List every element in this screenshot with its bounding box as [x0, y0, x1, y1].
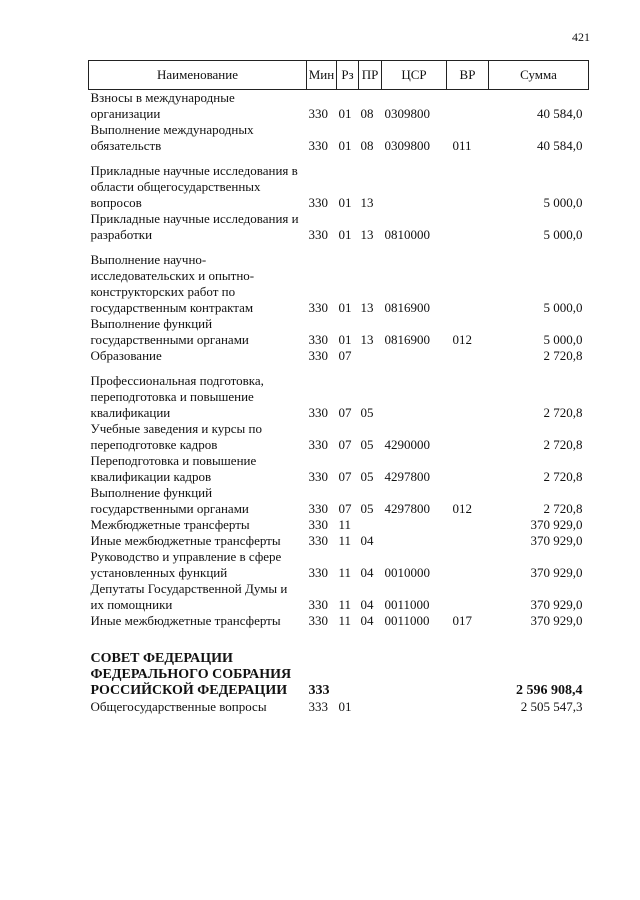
row-sum: 2 720,8 — [543, 501, 583, 516]
row-vr — [447, 699, 489, 715]
row-name: Иные межбюджетные трансферты — [90, 533, 281, 548]
table-row — [89, 533, 589, 549]
row-sum: 5 000,0 — [543, 300, 583, 315]
table-row — [89, 211, 589, 243]
row-sum: 2 720,8 — [543, 469, 583, 484]
row-rz: 07 — [338, 437, 352, 452]
row-csr: 4290000 — [384, 437, 430, 452]
column-header-min: Мин — [307, 61, 337, 90]
row-sum: 5 000,0 — [543, 227, 583, 242]
column-header-rz: Рз — [337, 61, 359, 90]
row-pr — [359, 348, 382, 364]
row-name: Взносы в международные организации — [90, 90, 235, 121]
row-vr: 017 — [452, 613, 472, 628]
row-name: Переподготовка и повышение квалификации кадров — [90, 453, 257, 484]
row-rz: 11 — [338, 565, 352, 580]
row-min: 330 — [308, 501, 328, 516]
row-min: 330 — [308, 469, 328, 484]
row-rz: 01 — [338, 138, 352, 153]
row-min: 330 — [308, 533, 328, 548]
column-header-name: Наименование — [89, 61, 307, 90]
row-sum: 370 929,0 — [530, 533, 583, 548]
row-vr: 012 — [452, 501, 472, 516]
page-number: 421 — [572, 30, 590, 44]
row-pr: 05 — [360, 437, 374, 452]
row-csr: 4297800 — [384, 501, 430, 516]
row-min: 330 — [308, 565, 328, 580]
table-header-row — [89, 61, 589, 90]
row-min: 330 — [308, 405, 328, 420]
table-row — [89, 453, 589, 485]
row-pr: 04 — [360, 533, 374, 548]
row-csr: 0011000 — [384, 597, 430, 612]
row-sum: 2 720,8 — [543, 405, 583, 420]
row-vr — [447, 517, 489, 533]
row-csr: 0816900 — [384, 332, 430, 347]
row-vr — [447, 211, 489, 243]
row-name: Выполнение научно-исследовательских и опытно-конструкторских работ по государственным контрактам — [90, 252, 255, 315]
row-name: Руководство и управление в сфере установленных функций — [90, 549, 282, 580]
row-csr — [382, 699, 447, 715]
column-header-sum: Сумма — [489, 61, 589, 90]
row-sum: 370 929,0 — [530, 597, 583, 612]
row-vr — [447, 533, 489, 549]
row-name: Межбюджетные трансферты — [90, 517, 250, 532]
table-row — [89, 421, 589, 453]
row-csr: 4297800 — [384, 469, 430, 484]
row-min: 330 — [308, 437, 328, 452]
row-sum: 5 000,0 — [543, 332, 583, 347]
row-name: Образование — [90, 348, 162, 363]
row-pr: 08 — [360, 138, 374, 153]
table-row — [89, 364, 589, 421]
row-min: 330 — [308, 138, 328, 153]
row-rz: 11 — [338, 613, 352, 628]
row-csr — [382, 154, 447, 211]
row-vr — [447, 90, 489, 123]
row-name: Прикладные научные исследования в области общегосударственных вопросов — [90, 163, 298, 210]
row-rz: 07 — [338, 469, 352, 484]
row-rz: 07 — [338, 501, 352, 516]
row-pr: 04 — [360, 597, 374, 612]
row-sum: 370 929,0 — [530, 613, 583, 628]
row-name: Прикладные научные исследования и разработки — [90, 211, 299, 242]
row-csr — [382, 517, 447, 533]
row-pr: 13 — [360, 300, 374, 315]
row-rz: 07 — [338, 405, 352, 420]
row-csr: 0011000 — [384, 613, 430, 628]
row-pr — [359, 699, 382, 715]
row-sum: 2 720,8 — [543, 348, 583, 363]
row-pr: 13 — [360, 332, 374, 347]
row-vr: 011 — [452, 138, 472, 153]
row-vr — [447, 549, 489, 581]
row-name: Общегосударственные вопросы — [90, 699, 267, 714]
row-pr: 04 — [360, 565, 374, 580]
row-rz: 01 — [338, 300, 352, 315]
row-name: Учебные заведения и курсы по переподготовке кадров — [90, 421, 262, 452]
row-name: Иные межбюджетные трансферты — [90, 613, 281, 628]
row-min: 330 — [308, 227, 328, 242]
row-sum: 2 596 908,4 — [516, 683, 583, 698]
row-vr — [447, 243, 489, 316]
row-vr — [447, 154, 489, 211]
row-min: 330 — [308, 517, 328, 532]
row-pr: 05 — [360, 405, 374, 420]
row-csr: 0309800 — [384, 106, 430, 121]
row-name: Выполнение международных обязательств — [90, 122, 254, 153]
row-min: 330 — [308, 300, 328, 315]
row-vr — [447, 348, 489, 364]
table-row — [89, 154, 589, 211]
table-row — [89, 613, 589, 629]
row-csr: 0816900 — [384, 300, 430, 315]
row-vr — [447, 629, 489, 699]
table-row — [89, 243, 589, 316]
row-vr — [447, 364, 489, 421]
row-rz: 01 — [338, 195, 352, 210]
row-sum: 40 584,0 — [537, 106, 583, 121]
row-csr: 0010000 — [384, 565, 430, 580]
row-min: 330 — [308, 597, 328, 612]
table-row — [89, 348, 589, 364]
row-min: 333 — [308, 699, 328, 714]
budget-table — [88, 60, 589, 715]
row-vr — [447, 581, 489, 613]
table-row — [89, 699, 589, 715]
row-pr: 05 — [360, 469, 374, 484]
table-row — [89, 316, 589, 348]
row-csr: 0309800 — [384, 138, 430, 153]
row-pr — [359, 517, 382, 533]
row-csr — [382, 364, 447, 421]
row-sum: 2 720,8 — [543, 437, 583, 452]
row-rz: 11 — [338, 597, 352, 612]
table-row — [89, 90, 589, 123]
table-row — [89, 581, 589, 613]
column-header-pr: ПР — [359, 61, 382, 90]
row-pr: 05 — [360, 501, 374, 516]
row-pr: 08 — [360, 106, 374, 121]
row-vr — [447, 453, 489, 485]
section-title: СОВЕТ ФЕДЕРАЦИИ ФЕДЕРАЛЬНОГО СОБРАНИЯ РОССИЙСКОЙ ФЕДЕРАЦИИ — [90, 651, 292, 698]
row-sum: 370 929,0 — [530, 517, 583, 532]
row-pr: 04 — [360, 613, 374, 628]
row-vr — [447, 421, 489, 453]
table-row — [89, 122, 589, 154]
column-header-vr: ВР — [447, 61, 489, 90]
row-sum: 40 584,0 — [537, 138, 583, 153]
table-row — [89, 549, 589, 581]
row-pr: 13 — [360, 227, 374, 242]
row-pr: 13 — [360, 195, 374, 210]
row-sum: 2 505 547,3 — [520, 699, 583, 714]
row-name: Выполнение функций государственными органами — [90, 316, 249, 347]
row-name: Выполнение функций государственными органами — [90, 485, 249, 516]
row-csr — [382, 629, 447, 699]
row-min: 330 — [308, 332, 328, 347]
section-row — [89, 629, 589, 699]
row-rz — [337, 629, 359, 699]
row-rz: 11 — [338, 517, 352, 532]
row-rz: 01 — [338, 106, 352, 121]
row-csr — [382, 348, 447, 364]
row-min: 330 — [308, 348, 328, 363]
row-csr: 0810000 — [384, 227, 430, 242]
row-rz: 11 — [338, 533, 352, 548]
row-rz: 07 — [338, 348, 352, 363]
column-header-csr: ЦСР — [382, 61, 447, 90]
row-name: Депутаты Государственной Думы и их помощники — [90, 581, 288, 612]
table-row — [89, 517, 589, 533]
row-sum: 370 929,0 — [530, 565, 583, 580]
row-sum: 5 000,0 — [543, 195, 583, 210]
row-min: 330 — [308, 195, 328, 210]
row-pr — [359, 629, 382, 699]
table-row — [89, 485, 589, 517]
row-min: 330 — [308, 613, 328, 628]
row-rz: 01 — [338, 332, 352, 347]
row-min: 330 — [308, 106, 328, 121]
row-vr: 012 — [452, 332, 472, 347]
row-csr — [382, 533, 447, 549]
row-rz: 01 — [338, 699, 352, 714]
row-rz: 01 — [338, 227, 352, 242]
row-name: Профессиональная подготовка, переподготовка и повышение квалификации — [90, 373, 264, 420]
row-min: 333 — [308, 683, 330, 698]
